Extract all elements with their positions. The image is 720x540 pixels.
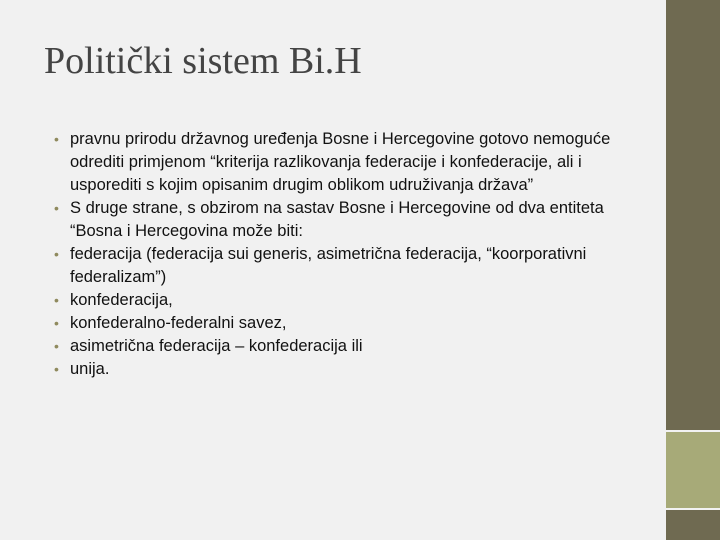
bullet-item (48, 312, 620, 335)
side-block-dark-top (666, 0, 720, 430)
side-block-light (666, 432, 720, 508)
bullet-item (48, 335, 620, 358)
bullet-item (48, 243, 620, 289)
bullet-icon: • (54, 246, 59, 262)
bullet-item (48, 358, 620, 381)
bullet-item (48, 128, 620, 197)
bullet-list (48, 128, 620, 381)
bullet-text: konfederalno-federalni savez, (70, 314, 287, 332)
bullet-item (48, 289, 620, 312)
bullet-icon: • (54, 200, 59, 216)
bullet-text: federacija (federacija sui generis, asimetrična federacija, “koorporativni federalizam”) (70, 245, 587, 286)
bullet-icon: • (54, 131, 59, 147)
bullet-text: unija. (70, 360, 110, 378)
bullet-text: S druge strane, s obzirom na sastav Bosne i Hercegovine od dva entiteta “Bosna i Hercegovina može biti: (70, 199, 604, 240)
bullet-text: asimetrična federacija – konfederacija ili (70, 337, 363, 355)
bullet-item (48, 197, 620, 243)
bullet-icon: • (54, 292, 59, 308)
bullet-icon: • (54, 338, 59, 354)
slide-title: Politički sistem Bi.H (44, 40, 362, 82)
bullet-text: pravnu prirodu državnog uređenja Bosne i Hercegovine gotovo nemoguće odrediti primjenom “kriterija razlikovanja federacije i konfederacije, ali i usporediti s kojim opisanim drugim oblikom udruživanja država” (70, 130, 611, 194)
bullet-icon: • (54, 361, 59, 377)
bullet-icon: • (54, 315, 59, 331)
side-block-dark-bottom (666, 510, 720, 540)
bullet-text: konfederacija, (70, 291, 173, 309)
side-decoration-panel (666, 0, 720, 540)
